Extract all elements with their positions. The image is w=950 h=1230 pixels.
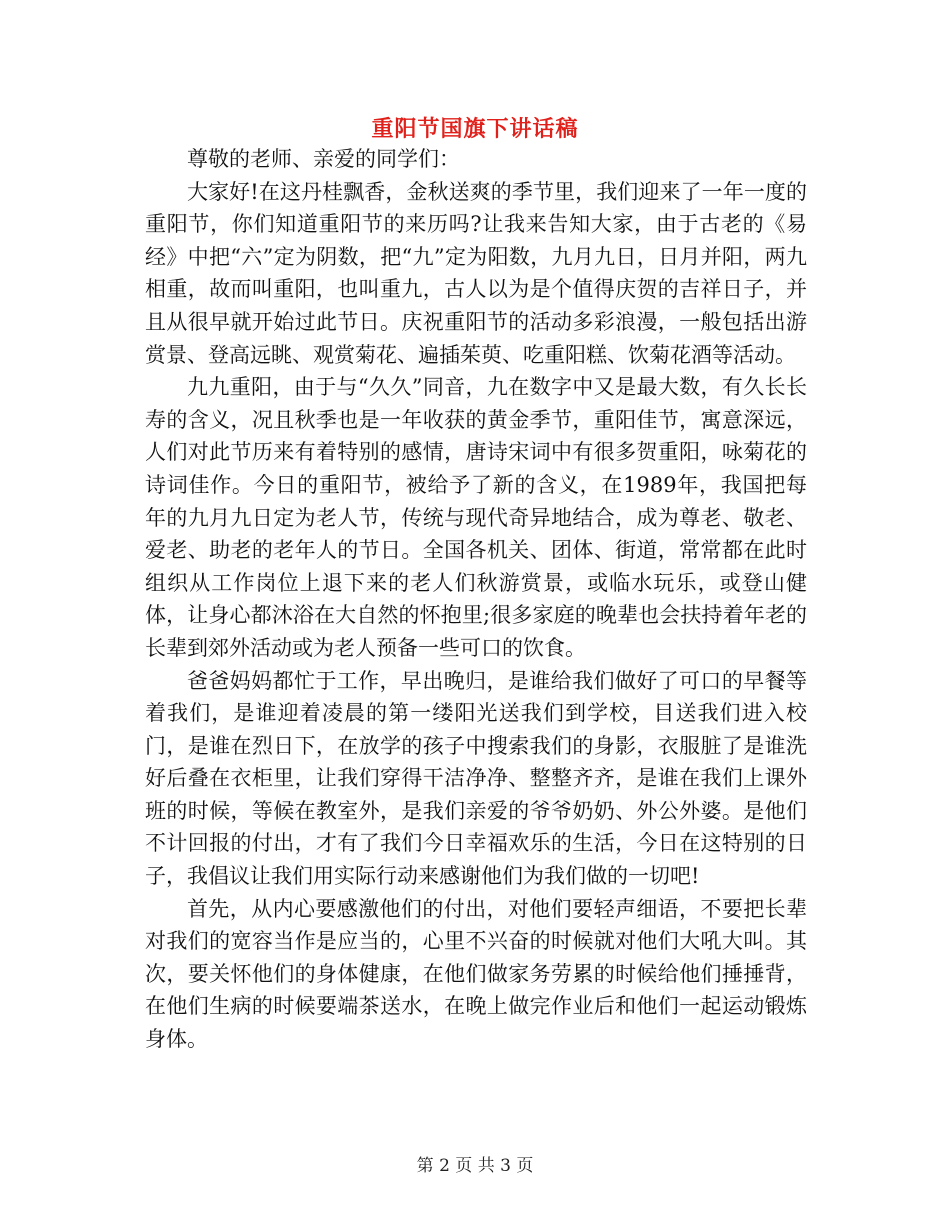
body-paragraph: 首先，从内心要感激他们的付出，对他们要轻声细语，不要把长辈对我们的宽容当作是应当的，心里不兴奋的时候就对他们大吼大叫。其次，要关怀他们的身体健康，在他们做家务劳累的时候给他们捶捶背，在他们生病的时候要端茶送水，在晚上做完作业后和他们一起运动锻炼身体。 xyxy=(145,896,807,1052)
document-title: 重阳节国旗下讲话稿 xyxy=(371,117,579,142)
body-paragraph: 大家好!在这丹桂飘香，金秋送爽的季节里，我们迎来了一年一度的重阳节，你们知道重阳节的来历吗?让我来告知大家，由于古老的《易经》中把“六”定为阴数，把“九”定为阳数，九月九日，日月并阳，两九相重，故而叫重阳，也叫重九，古人以为是个值得庆贺的吉祥日子，并且从很早就开始过此节日。庆祝重阳节的活动多彩浪漫，一般包括出游赏景、登高远眺、观赏菊花、遍插茱萸、吃重阳糕、饮菊花酒等活动。 xyxy=(145,179,807,367)
page-number-footer: 第 2 页 共 3 页 xyxy=(416,1156,534,1176)
body-paragraph: 爸爸妈妈都忙于工作，早出晚归，是谁给我们做好了可口的早餐等着我们，是谁迎着凌晨的第一缕阳光送我们到学校，目送我们进入校门，是谁在烈日下，在放学的孩子中搜索我们的身影，衣服脏了是谁洗好后叠在衣柜里，让我们穿得干洁净净、整整齐齐，是谁在我们上课外班的时候，等候在教室外，是我们亲爱的爷爷奶奶、外公外婆。是他们不计回报的付出，才有了我们今日幸福欢乐的生活，今日在这特别的日子，我倡议让我们用实际行动来感谢他们为我们做的一切吧! xyxy=(145,668,807,889)
document-body xyxy=(145,143,807,1056)
greeting-paragraph: 尊敬的老师、亲爱的同学们： xyxy=(187,147,460,171)
body-paragraph: 九九重阳，由于与“久久”同音，九在数字中又是最大数，有久长长寿的含义，况且秋季也是一年收获的黄金季节，重阳佳节，寓意深远，人们对此节历来有着特别的感情，唐诗宋词中有很多贺重阳，咏菊花的诗词佳作。今日的重阳节，被给予了新的含义，在1989年，我国把每年的九月九日定为老人节，传统与现代奇异地结合，成为尊老、敬老、爱老、助老的老年人的节日。全国各机关、团体、街道，常常都在此时组织从工作岗位上退下来的老人们秋游赏景，或临水玩乐，或登山健体，让身心都沐浴在大自然的怀抱里;很多家庭的晚辈也会扶持着年老的长辈到郊外活动或为老人预备一些可口的饮食。 xyxy=(145,375,807,660)
